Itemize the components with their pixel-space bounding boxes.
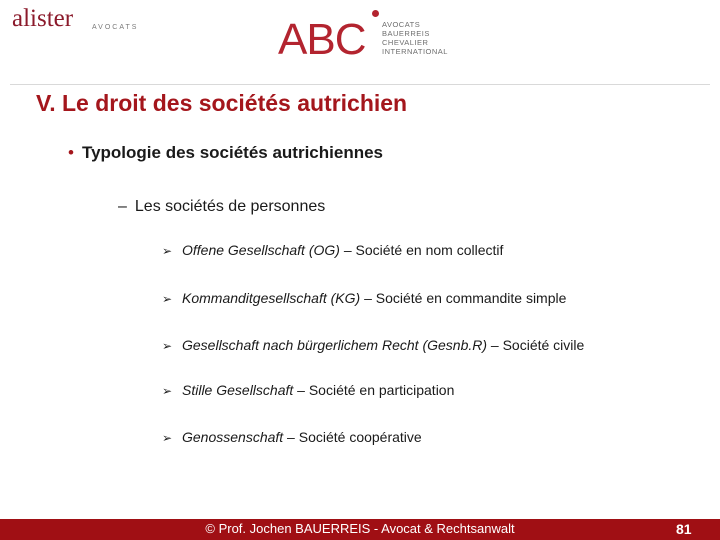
list-item	[162, 242, 503, 258]
list-item	[162, 337, 584, 353]
page-number: 81	[676, 521, 692, 537]
abci-logo-dot	[372, 10, 379, 17]
list-item	[162, 290, 566, 306]
abci-subtitle-line: BAUERREIS	[382, 29, 430, 38]
arrow-bullet-icon: ➢	[162, 339, 173, 353]
french-translation: – Société en nom collectif	[339, 242, 504, 258]
footer-copyright: © Prof. Jochen BAUERREIS - Avocat & Rechtsanwalt	[205, 521, 515, 536]
abci-subtitle-line: INTERNATIONAL	[382, 47, 448, 56]
list-item	[162, 429, 422, 445]
alister-logo-subtitle: AVOCATS	[92, 24, 139, 31]
alister-logo: alister	[12, 5, 74, 32]
bullet-level-2	[118, 198, 325, 216]
french-translation: – Société en participation	[293, 382, 455, 398]
abci-subtitle-line: AVOCATS	[382, 20, 421, 29]
arrow-bullet-icon: ➢	[162, 244, 173, 258]
bullet-level-2-text: Les sociétés de personnes	[134, 198, 326, 215]
abci-subtitle-line: CHEVALIER	[382, 38, 429, 47]
abci-logo-subtitle	[382, 20, 448, 56]
arrow-bullet-icon: ➢	[162, 384, 173, 398]
header-divider	[10, 84, 710, 85]
german-term: Kommanditgesellschaft (KG)	[182, 290, 361, 306]
bullet-dot-icon: •	[68, 143, 74, 162]
arrow-bullet-icon: ➢	[162, 292, 173, 306]
french-translation: – Société civile	[487, 337, 585, 353]
abci-logo: ABC	[278, 15, 366, 64]
arrow-bullet-icon: ➢	[162, 431, 173, 445]
french-translation: – Société coopérative	[283, 429, 422, 445]
german-term: Gesellschaft nach bürgerlichem Recht (Gesnb.R)	[182, 337, 488, 353]
slide-title: V. Le droit des sociétés autrichien	[36, 90, 408, 116]
bullet-level-1	[68, 143, 383, 163]
german-term: Stille Gesellschaft	[182, 382, 294, 398]
bullet-level-1-text: Typologie des sociétés autrichiennes	[81, 143, 384, 162]
list-item	[162, 382, 454, 398]
german-term: Genossenschaft	[182, 429, 284, 445]
german-term: Offene Gesellschaft (OG)	[182, 242, 340, 258]
dash-icon: –	[118, 198, 127, 215]
french-translation: – Société en commandite simple	[360, 290, 567, 306]
